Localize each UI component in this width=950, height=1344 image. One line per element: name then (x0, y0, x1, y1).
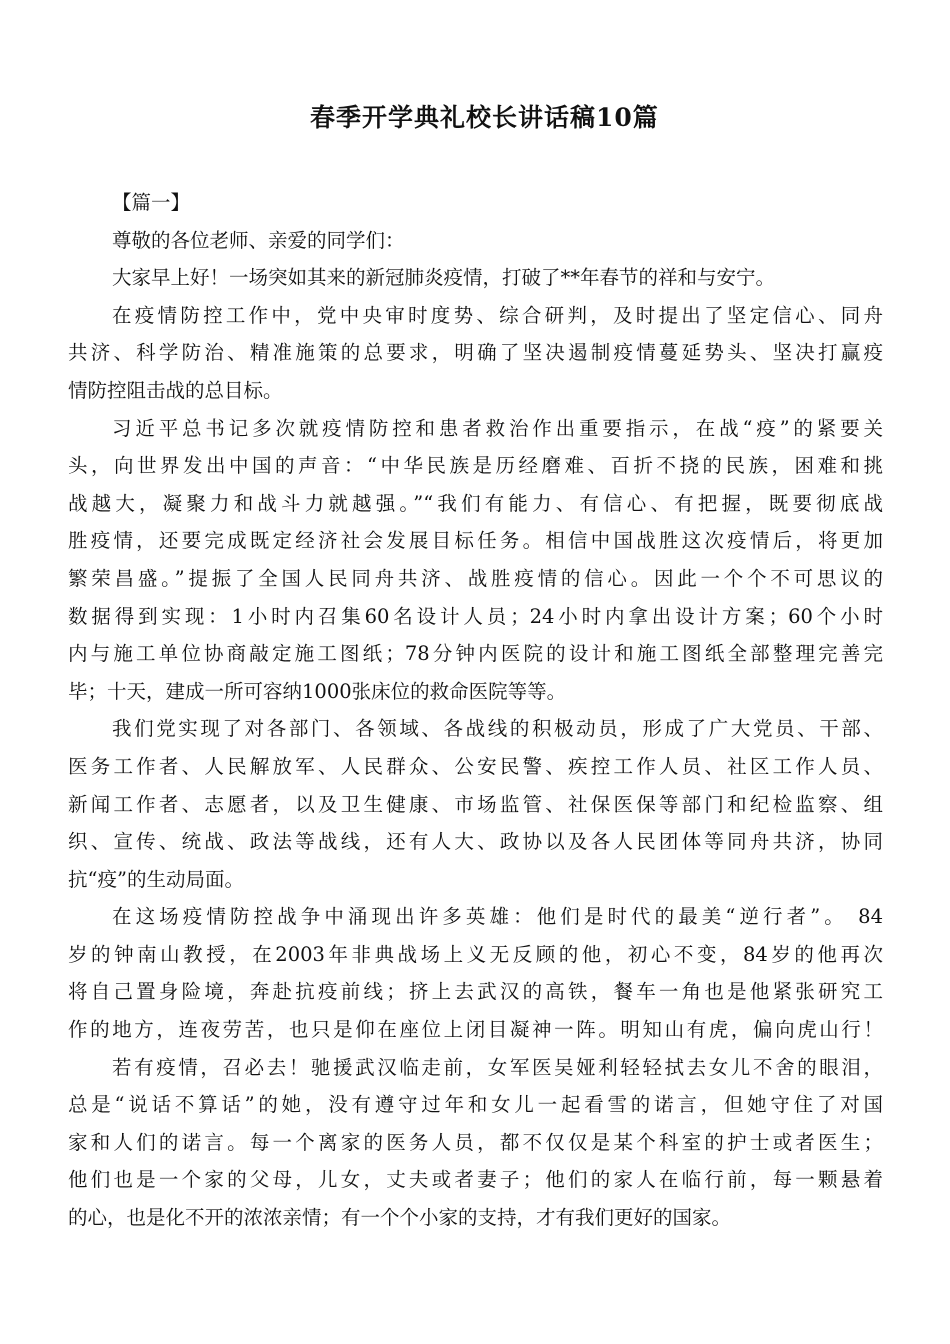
text-line: 我们党实现了对各部门、各领域、各战线的积极动员，形成了广大党员、干部、 (112, 717, 883, 741)
text-line: 家和人们的诺言。每一个离家的医务人员，都不仅仅是某个科室的护士或者医生； (68, 1130, 883, 1154)
text-line: 胜疫情，还要完成既定经济社会发展目标任务。相信中国战胜这次疫情后，将更加 (68, 529, 883, 553)
salutation: 尊敬的各位老师、亲爱的同学们： (112, 228, 405, 252)
text-line: 习近平总书记多次就疫情防控和患者救治作出重要指示，在战“疫”的紧要关 (112, 416, 883, 440)
text-line: 织、宣传、统战、政法等战线，还有人大、政协以及各人民团体等同舟共济，协同 (68, 830, 883, 854)
text-line: 头，向世界发出中国的声音：“中华民族是历经磨难、百折不挠的民族，困难和挑 (68, 454, 883, 478)
text-line: 内与施工单位协商敲定施工图纸；78分钟内医院的设计和施工图纸全部整理完善完 (68, 642, 883, 666)
text-line: 毕；十天，建成一所可容纳1000张床位的救命医院等等。 (68, 679, 567, 703)
text-line: 作的地方，连夜劳苦，也只是仰在座位上闭目凝神一阵。明知山有虎，偏向虎山行！ (68, 1018, 883, 1042)
text-line: 的心，也是化不开的浓浓亲情；有一个个小家的支持，才有我们更好的国家。 (68, 1206, 732, 1230)
text-line: 将自己置身险境，奔赴抗疫前线；挤上去武汉的高铁，餐车一角也是他紧张研究工 (68, 980, 883, 1004)
text-line: 大家早上好！一场突如其来的新冠肺炎疫情，打破了**年春节的祥和与安宁。 (112, 266, 776, 290)
text-line: 战越大，凝聚力和战斗力就越强。”“我们有能力、有信心、有把握，既要彻底战 (68, 491, 883, 515)
text-line: 他们也是一个家的父母，儿女，丈夫或者妻子；他们的家人在临行前，每一颗悬着 (68, 1168, 883, 1192)
text-line: 繁荣昌盛。”提振了全国人民同舟共济、战胜疫情的信心。因此一个个不可思议的 (68, 566, 883, 590)
text-line: 情防控阻击战的总目标。 (68, 378, 283, 402)
text-line: 共济、科学防治、精准施策的总要求，明确了坚决遏制疫情蔓延势头、坚决打赢疫 (68, 341, 883, 365)
text-line: 抗“疫”的生动局面。 (68, 867, 244, 891)
text-line: 若有疫情，召必去！驰援武汉临走前，女军医吴娅利轻轻拭去女儿不舍的眼泪， (112, 1055, 883, 1079)
text-line: 在这场疫情防控战争中涌现出许多英雄：他们是时代的最美“逆行者”。 84 (112, 905, 883, 929)
text-line: 在疫情防控工作中，党中央审时度势、综合研判，及时提出了坚定信心、同舟 (112, 303, 883, 327)
text-line: 数据得到实现：1小时内召集60名设计人员；24小时内拿出设计方案；60个小时 (68, 604, 883, 628)
document-title: 春季开学典礼校长讲话稿10篇 (310, 103, 659, 132)
text-line: 总是“说话不算话”的她，没有遵守过年和女儿一起看雪的诺言，但她守住了对国 (68, 1093, 883, 1117)
text-line: 医务工作者、人民解放军、人民群众、公安民警、疾控工作人员、社区工作人员、 (68, 754, 883, 778)
document-body (68, 184, 883, 1237)
text-line: 新闻工作者、志愿者，以及卫生健康、市场监管、社保医保等部门和纪检监察、组 (68, 792, 883, 816)
section-heading: 【篇一】 (112, 191, 191, 214)
text-line: 岁的钟南山教授，在2003年非典战场上义无反顾的他，初心不变，84岁的他再次 (68, 942, 883, 966)
